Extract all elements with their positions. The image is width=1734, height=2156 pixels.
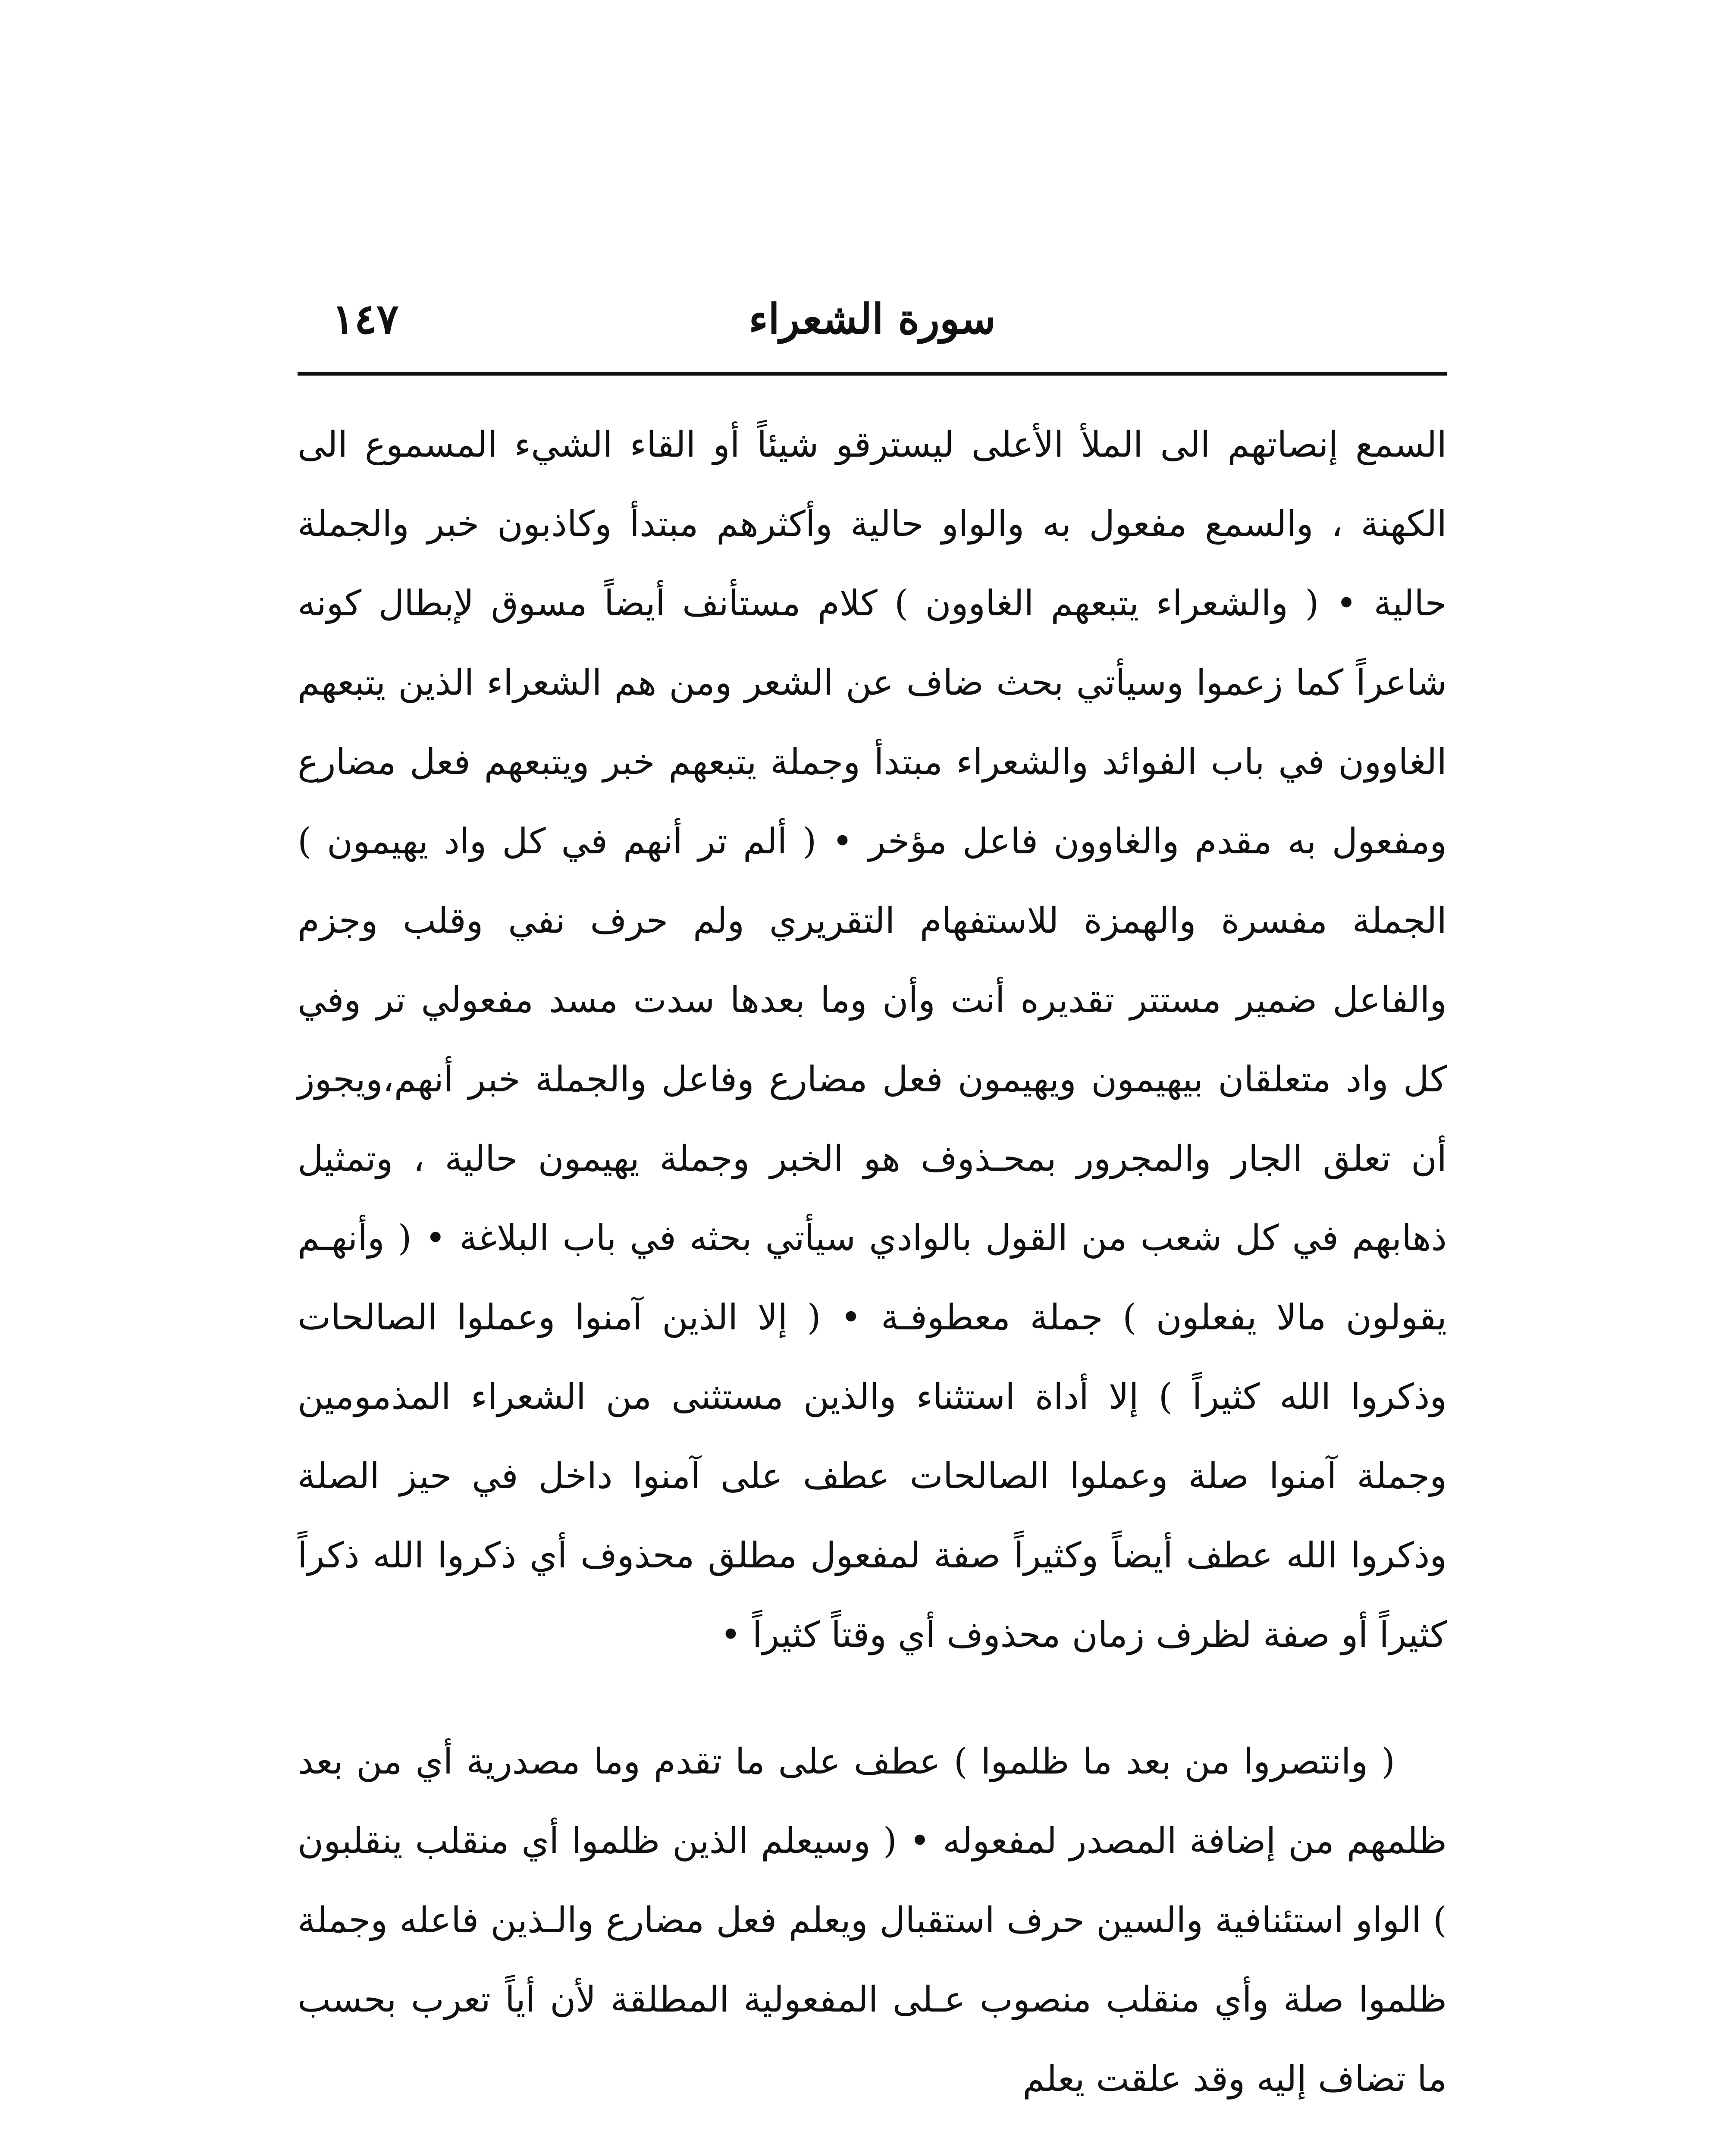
page-header [298,285,1447,354]
page-title: سورة الشعراء [749,295,996,343]
page-number: ١٤٧ [332,295,399,343]
paragraph: السمع إنصاتهم الى الملأ الأعلى ليسترقو شيئاً أو القاء الشيء المسموع الى الكهنة ، والسمع مفعول به والواو حالية وأكثرهم مبتدأ وكاذبون خبر والجملة حالية • ( والشعراء يتبعهم الغاوون ) كلام مستأنف أيضاً مسوق لإبطال كونه شاعراً كما زعموا وسيأتي بحث ضاف عن الشعر ومن هم الشعراء الذين يتبعهم الغاوون في باب الفوائد والشعراء مبتدأ وجملة يتبعهم خبر ويتبعهم فعل مضارع ومفعول به مقدم والغاوون فاعل مؤخر • ( ألم تر أنهم في كل واد يهيمون ) الجملة مفسرة والهمزة للاستفهام التقريري ولم حرف نفي وقلب وجزم والفاعل ضمير مستتر تقديره أنت وأن وما بعدها سدت مسد مفعولي تر وفي كل واد متعلقان بيهيمون ويهيمون فعل مضارع وفاعل والجملة خبر أنهم،ويجوز أن تعلق الجار والمجرور بمحـذوف هو الخبر وجملة يهيمون حالية ، وتمثيل ذهابهم في كل شعب من القول بالوادي سيأتي بحثه في باب البلاغة • ( وأنهـم يقولون مالا يفعلون ) جملة معطوفـة • ( إلا الذين آمنوا وعملوا الصالحات وذكروا الله كثيراً ) إلا أداة استثناء والذين مستثنى من الشعراء المذمومين وجملة آمنوا صلة وعملوا الصالحات عطف على آمنوا داخل في حيز الصلة وذكروا الله عطف أيضاً وكثيراً صفة لمفعول مطلق محذوف أي ذكروا الله ذكراً كثيراً أو صفة لظرف زمان محذوف أي وقتاً كثيراً • [298,424,1447,1655]
header-divider [298,372,1447,376]
paragraph: ( وانتصروا من بعد ما ظلموا ) عطف على ما تقدم وما مصدرية أي من بعد ظلمهم من إضافة المصدر لمفعوله • ( وسيعلم الذين ظلموا أي منقلب ينقلبون ) الواو استئنافية والسين حرف استقبال ويعلم فعل مضارع والـذين فاعله وجملة ظلموا صلة وأي منقلب منصوب عـلى المفعولية المطلقة لأن أياً تعرب بحسب ما تضاف إليه وقد علقت يعلم [298,1741,1447,2100]
body-text [298,405,1447,2119]
